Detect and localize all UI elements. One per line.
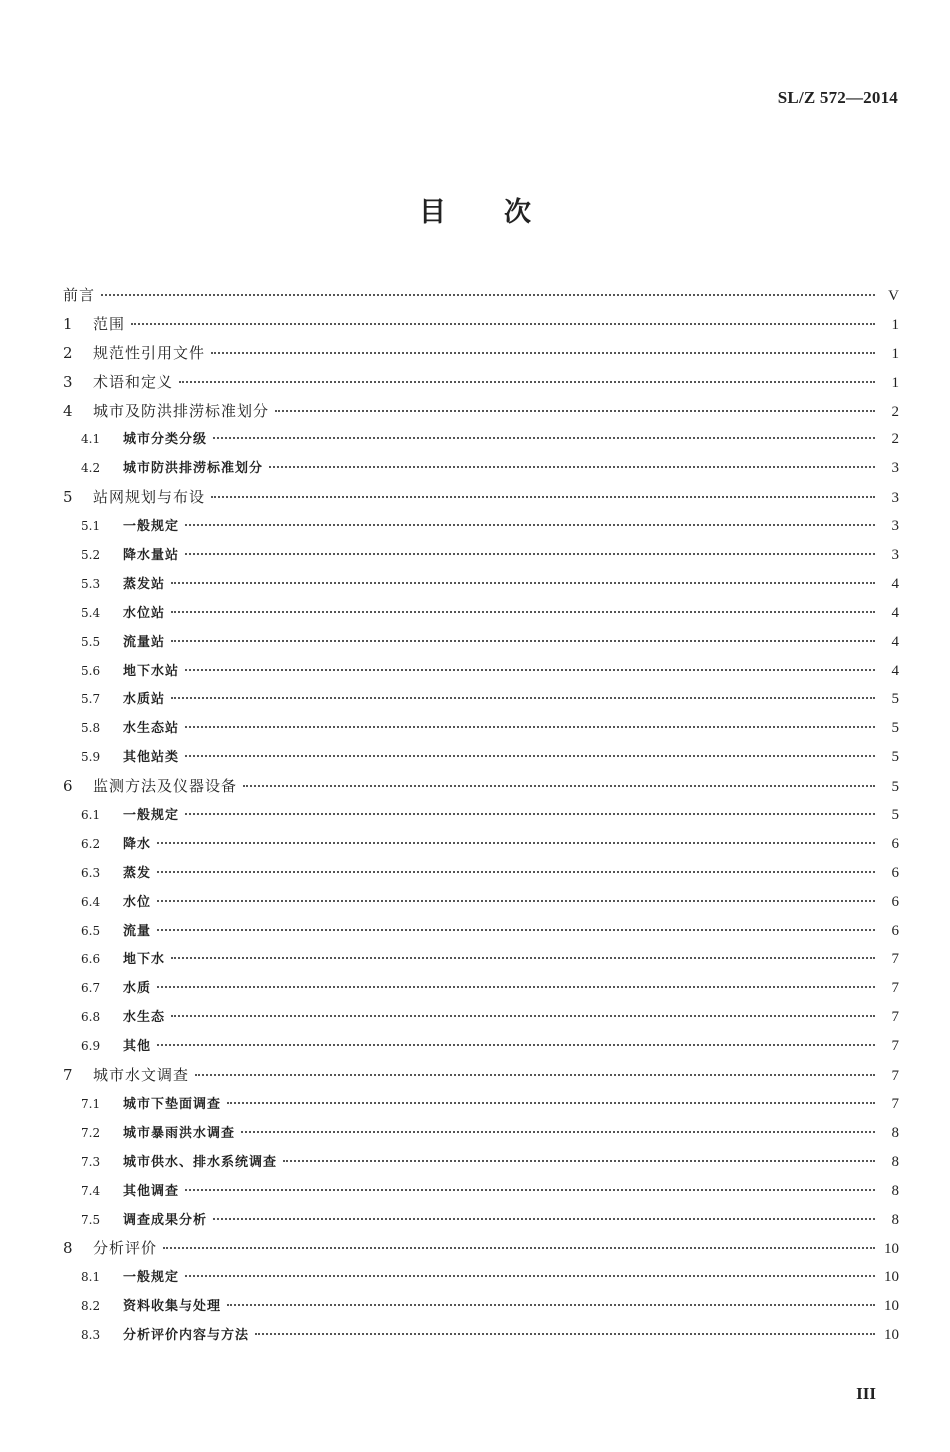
toc-entry-label: 一般规定 [123, 808, 180, 824]
toc-entry[interactable] [63, 339, 899, 368]
toc-entry-number: 1 [63, 314, 73, 333]
toc-entry[interactable] [63, 628, 899, 657]
toc-entry-label: 规范性引用文件 [93, 343, 206, 362]
toc-entry-number: 4.1 [81, 432, 101, 447]
toc-entry-page: 7 [891, 1068, 899, 1085]
toc-entry-number: 6.4 [81, 894, 101, 909]
toc-entry[interactable] [63, 368, 899, 397]
toc-entry-label: 其他调查 [123, 1183, 180, 1199]
dot-leader [195, 1074, 875, 1076]
toc-entry-number: 5.8 [81, 721, 101, 736]
toc-entry[interactable] [63, 1263, 899, 1292]
dot-leader [211, 352, 875, 354]
toc-entry-label: 城市下垫面调查 [123, 1096, 222, 1112]
toc-entry-label: 地下水站 [123, 663, 180, 679]
table-of-contents [63, 281, 899, 1350]
toc-entry-label: 水位 [123, 894, 152, 910]
toc-entry-page: 6 [891, 893, 899, 910]
toc-entry-page: 8 [891, 1211, 899, 1228]
toc-entry[interactable] [63, 1090, 899, 1119]
toc-entry[interactable] [63, 1321, 899, 1350]
toc-entry[interactable] [63, 1234, 899, 1263]
toc-entry-label: 资料收集与处理 [123, 1299, 222, 1315]
toc-entry[interactable] [63, 281, 899, 310]
toc-entry-page: 6 [891, 864, 899, 881]
toc-entry-label: 范围 [93, 314, 126, 333]
dot-leader [185, 813, 875, 815]
toc-entry[interactable] [63, 714, 899, 743]
toc-entry-number: 8.2 [81, 1299, 101, 1314]
dot-leader [131, 323, 875, 325]
toc-entry-label: 城市及防洪排涝标准划分 [93, 401, 270, 420]
toc-entry-label: 蒸发 [123, 865, 152, 881]
toc-entry-number: 6.9 [81, 1039, 101, 1054]
dot-leader [275, 410, 875, 412]
toc-entry[interactable] [63, 743, 899, 772]
dot-leader [211, 496, 875, 498]
toc-entry[interactable] [63, 397, 899, 426]
toc-entry-label: 城市暴雨洪水调查 [123, 1125, 236, 1141]
toc-entry-page: 7 [891, 980, 899, 997]
toc-entry-number: 2 [63, 343, 73, 362]
toc-entry[interactable] [63, 1032, 899, 1061]
toc-entry-label: 城市分类分级 [123, 432, 208, 448]
toc-entry-label: 蒸发站 [123, 576, 166, 592]
toc-entry[interactable] [63, 1206, 899, 1235]
toc-entry[interactable] [63, 1292, 899, 1321]
toc-entry-number: 6.8 [81, 1010, 101, 1025]
toc-entry[interactable] [63, 1119, 899, 1148]
toc-entry[interactable] [63, 801, 899, 830]
toc-entry-page: 2 [891, 431, 899, 448]
dot-leader [243, 785, 875, 787]
toc-entry-number: 5 [63, 488, 73, 507]
toc-entry-label: 水质站 [123, 692, 166, 708]
dot-leader [179, 381, 875, 383]
toc-entry[interactable] [63, 917, 899, 946]
toc-entry-page: 10 [884, 1298, 899, 1315]
toc-entry-number: 8 [63, 1239, 73, 1258]
toc-entry-label: 城市防洪排涝标准划分 [123, 461, 264, 477]
toc-entry-label: 城市水文调查 [93, 1066, 190, 1085]
dot-leader [185, 1189, 875, 1191]
toc-entry-page: 6 [891, 835, 899, 852]
dot-leader [185, 1275, 875, 1277]
toc-entry-number: 7.5 [81, 1212, 101, 1227]
toc-entry-number: 6.2 [81, 836, 101, 851]
toc-entry[interactable] [63, 945, 899, 974]
toc-entry-number: 5.9 [81, 750, 101, 765]
toc-entry-number: 5.2 [81, 548, 101, 563]
toc-entry-label: 分析评价内容与方法 [123, 1328, 250, 1344]
dot-leader [171, 640, 875, 642]
toc-entry-number: 7.4 [81, 1183, 101, 1198]
toc-entry-page: 3 [891, 460, 899, 477]
dot-leader [171, 1015, 875, 1017]
toc-entry-number: 7.3 [81, 1154, 101, 1169]
toc-entry-page: 3 [891, 518, 899, 535]
toc-entry-label: 地下水 [123, 952, 166, 968]
toc-entry-label: 水位站 [123, 605, 166, 621]
toc-entry-label: 分析评价 [93, 1239, 158, 1258]
toc-entry[interactable] [63, 888, 899, 917]
dot-leader [185, 524, 875, 526]
toc-entry-page: 2 [891, 403, 899, 420]
dot-leader [171, 582, 875, 584]
dot-leader [171, 957, 875, 959]
toc-entry-number: 6.5 [81, 923, 101, 938]
toc-entry[interactable] [63, 657, 899, 686]
dot-leader [213, 1218, 875, 1220]
standard-code: SL/Z 572—2014 [777, 88, 898, 107]
toc-entry-page: 8 [891, 1124, 899, 1141]
toc-entry-page: 1 [891, 374, 899, 391]
toc-entry-label: 降水 [123, 836, 152, 852]
toc-entry-label: 城市供水、排水系统调查 [123, 1154, 278, 1170]
dot-leader [157, 842, 875, 844]
dot-leader [185, 669, 875, 671]
toc-entry-label: 降水量站 [123, 548, 180, 564]
toc-entry[interactable] [63, 1061, 899, 1090]
toc-entry-page: V [888, 288, 899, 304]
toc-entry-page: 3 [891, 547, 899, 564]
toc-entry-page: 5 [891, 720, 899, 737]
toc-entry[interactable] [63, 599, 899, 628]
toc-entry-number: 6.1 [81, 808, 101, 823]
dot-leader [157, 1044, 875, 1046]
dot-leader [157, 929, 875, 931]
toc-entry-number: 7.1 [81, 1096, 101, 1111]
toc-entry-number: 5.5 [81, 634, 101, 649]
toc-entry-label: 站网规划与布设 [93, 488, 206, 507]
toc-entry[interactable] [63, 310, 899, 339]
toc-entry-page: 4 [891, 633, 899, 650]
dot-leader [283, 1160, 875, 1162]
toc-entry-number: 4 [63, 401, 73, 420]
dot-leader [101, 294, 875, 296]
toc-entry-page: 10 [884, 1269, 899, 1286]
toc-entry-label: 流量 [123, 923, 152, 939]
toc-entry-number: 5.4 [81, 605, 101, 620]
dot-leader [157, 900, 875, 902]
toc-entry-label: 其他 [123, 1039, 152, 1055]
toc-entry[interactable] [63, 685, 899, 714]
toc-entry-label: 调查成果分析 [123, 1212, 208, 1228]
toc-entry-page: 3 [891, 490, 899, 507]
toc-entry-page: 8 [891, 1182, 899, 1199]
dot-leader [269, 466, 875, 468]
toc-entry[interactable] [63, 1148, 899, 1177]
toc-entry-page: 7 [891, 1095, 899, 1112]
toc-entry[interactable] [63, 1177, 899, 1206]
toc-entry-page: 5 [891, 691, 899, 708]
toc-entry[interactable] [63, 974, 899, 1003]
dot-leader [157, 871, 875, 873]
toc-entry-label: 水生态 [123, 1010, 166, 1026]
dot-leader [213, 437, 875, 439]
toc-entry-page: 8 [891, 1153, 899, 1170]
toc-entry-label: 前言 [63, 286, 96, 304]
toc-entry[interactable] [63, 483, 899, 512]
toc-entry-page: 1 [891, 316, 899, 333]
toc-entry[interactable] [63, 772, 899, 801]
toc-entry-number: 6.3 [81, 865, 101, 880]
toc-entry-page: 10 [884, 1241, 899, 1258]
dot-leader [241, 1131, 875, 1133]
toc-entry-number: 4.2 [81, 461, 101, 476]
dot-leader [171, 697, 875, 699]
toc-entry-page: 5 [891, 749, 899, 766]
toc-entry[interactable] [63, 541, 899, 570]
toc-entry[interactable] [63, 830, 899, 859]
toc-entry-label: 术语和定义 [93, 372, 174, 391]
toc-entry-number: 7.2 [81, 1125, 101, 1140]
toc-entry-page: 10 [884, 1327, 899, 1344]
toc-entry-number: 8.1 [81, 1270, 101, 1285]
toc-entry[interactable] [63, 512, 899, 541]
toc-entry-page: 4 [891, 662, 899, 679]
toc-entry-label: 水质 [123, 981, 152, 997]
dot-leader [185, 726, 875, 728]
dot-leader [255, 1333, 875, 1335]
toc-entry-page: 7 [891, 1009, 899, 1026]
toc-entry-number: 8.3 [81, 1328, 101, 1343]
toc-entry-page: 6 [891, 922, 899, 939]
toc-entry-number: 7 [63, 1066, 73, 1085]
toc-entry-page: 1 [891, 345, 899, 362]
toc-entry-label: 水生态站 [123, 721, 180, 737]
toc-entry-page: 4 [891, 604, 899, 621]
dot-leader [227, 1304, 875, 1306]
toc-entry-number: 5.1 [81, 519, 101, 534]
page-number: III [856, 1384, 876, 1403]
toc-entry-number: 3 [63, 372, 73, 391]
toc-entry[interactable] [63, 859, 899, 888]
toc-entry-page: 5 [891, 779, 899, 796]
dot-leader [227, 1102, 875, 1104]
toc-entry[interactable] [63, 454, 899, 483]
toc-entry-number: 6.7 [81, 981, 101, 996]
dot-leader [185, 553, 875, 555]
toc-entry-page: 4 [891, 575, 899, 592]
toc-entry-number: 6 [63, 777, 73, 796]
toc-entry[interactable] [63, 570, 899, 599]
toc-entry-number: 5.6 [81, 663, 101, 678]
dot-leader [171, 611, 875, 613]
dot-leader [185, 755, 875, 757]
toc-entry[interactable] [63, 425, 899, 454]
toc-entry-page: 7 [891, 951, 899, 968]
toc-entry-label: 一般规定 [123, 1270, 180, 1286]
dot-leader [163, 1247, 875, 1249]
toc-entry-label: 其他站类 [123, 750, 180, 766]
toc-entry-number: 5.3 [81, 576, 101, 591]
toc-entry-label: 监测方法及仪器设备 [93, 777, 238, 796]
toc-entry[interactable] [63, 1003, 899, 1032]
dot-leader [157, 986, 875, 988]
toc-entry-number: 6.6 [81, 952, 101, 967]
toc-entry-page: 5 [891, 807, 899, 824]
toc-entry-label: 一般规定 [123, 519, 180, 535]
toc-entry-page: 7 [891, 1038, 899, 1055]
page-title: 目次 [419, 197, 589, 228]
toc-entry-number: 5.7 [81, 692, 101, 707]
toc-entry-label: 流量站 [123, 634, 166, 650]
